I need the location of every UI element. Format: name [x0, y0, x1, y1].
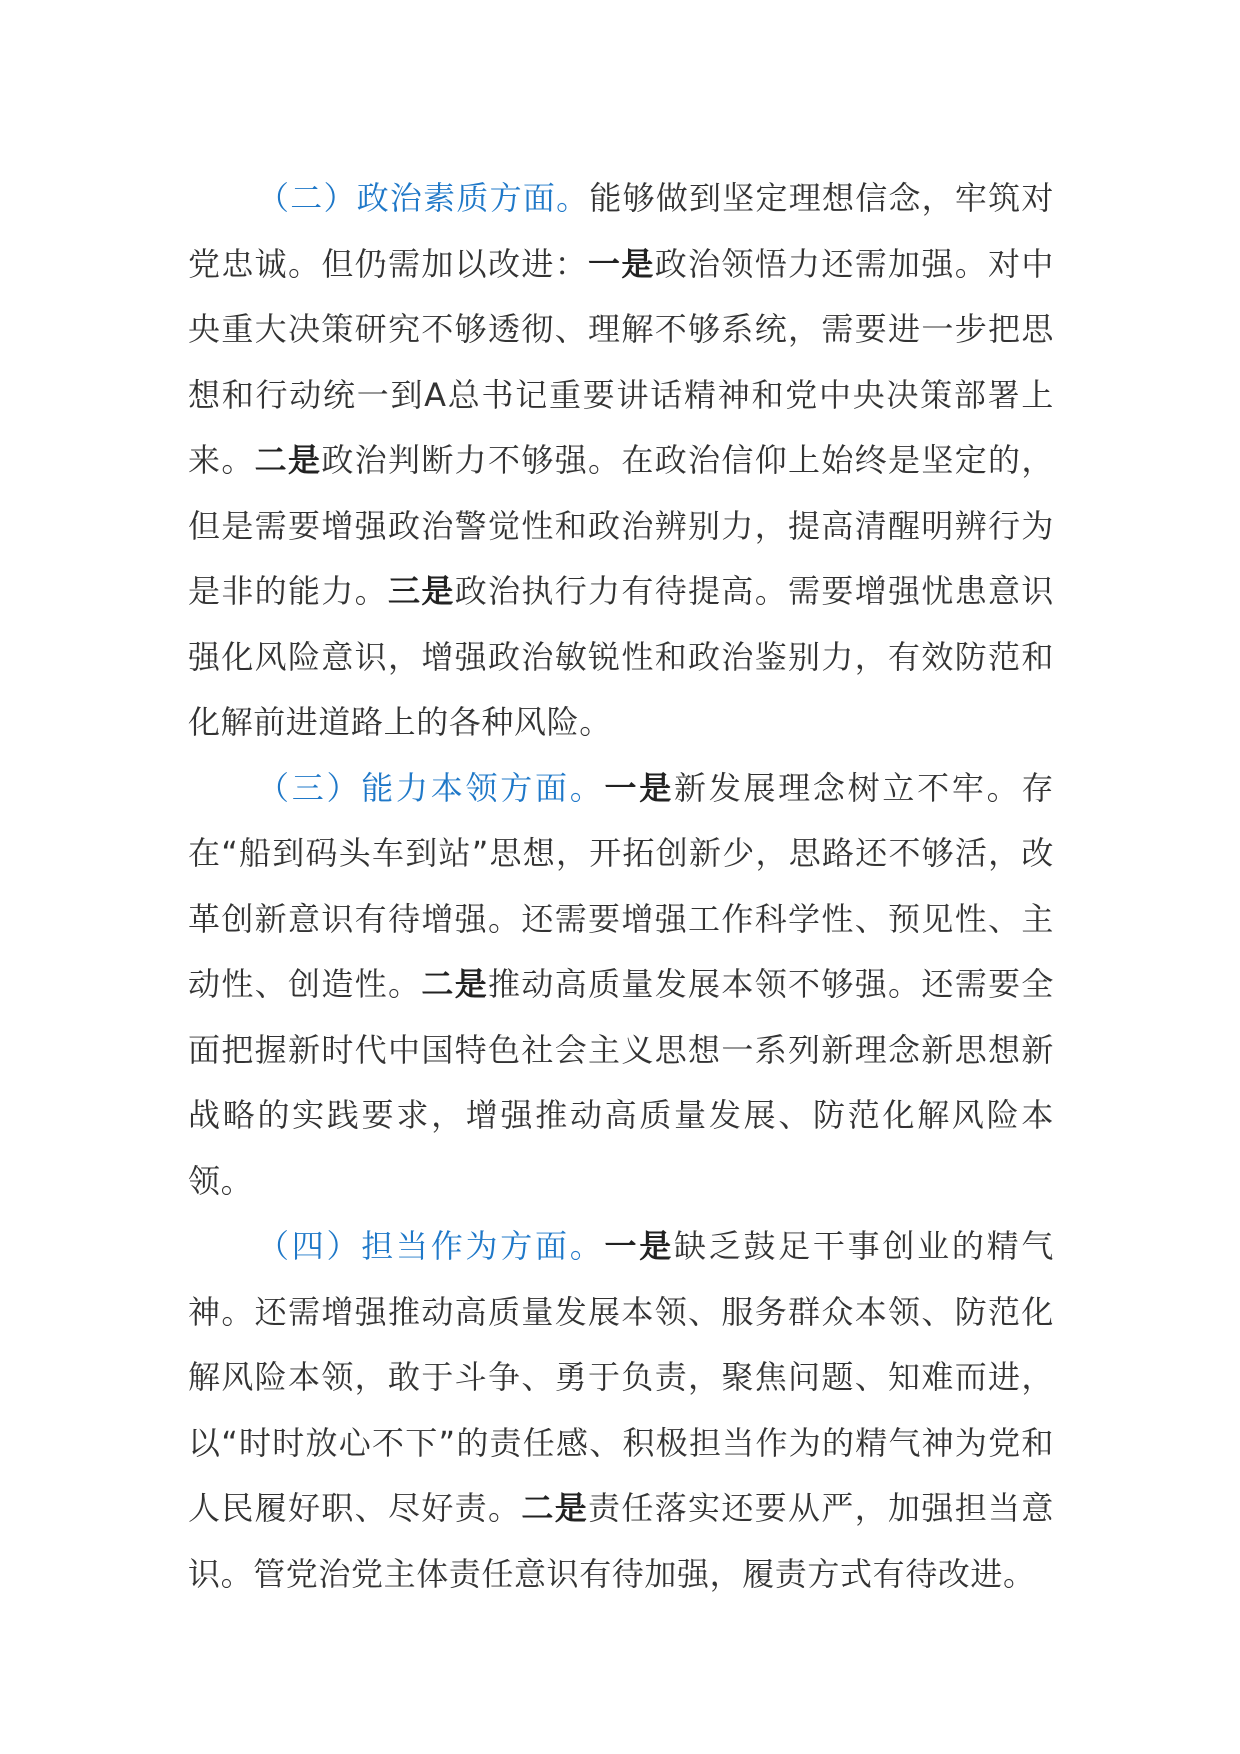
- paragraph-capability: [188, 756, 1054, 1215]
- section-heading: （二）政治素质方面。: [257, 179, 590, 217]
- body-text: [188, 166, 1054, 1607]
- paragraph-responsibility: [188, 1214, 1054, 1607]
- section-heading: （四）担当作为方面。: [257, 1227, 605, 1265]
- body-run: 政治执行力有待提高。需要增强忧患意识强化风险意识，增强政治敏锐性和政治鉴别力，有效防范和化解前进道路上的各种风险。: [188, 572, 1054, 741]
- emphasis-run: 一是: [604, 1227, 674, 1265]
- body-run: 责任落实还要从严，加强担当意识。管党治党主体责任意识有待加强，履责方式有待改进。: [188, 1489, 1054, 1593]
- emphasis-run: 二是: [521, 1489, 589, 1527]
- emphasis-run: 二是: [421, 965, 489, 1003]
- body-run: 能够做到坚定理想信念，牢筑对党忠诚。但仍需加以改进：: [188, 179, 1054, 283]
- body-run: 新发展理念树立不牢。存在“船到码头车到站”思想，开拓创新少，思路还不够活，改革创新意识有待增强。还需要增强工作科学性、预见性、主动性、创造性。: [188, 768, 1054, 1003]
- emphasis-run: 三是: [388, 572, 455, 610]
- body-run: 缺乏鼓足干事创业的精气神。还需增强推动高质量发展本领、服务群众本领、防范化解风险本领，敢于斗争、勇于负责，聚焦问题、知难而进，以“时时放心不下”的责任感、积极担当作为的精气神为党和人民履好职、尽好责。: [188, 1227, 1054, 1527]
- emphasis-run: 一是: [588, 244, 655, 283]
- section-heading: （三）能力本领方面。: [257, 768, 605, 807]
- body-run: 推动高质量发展本领不够强。还需要全面把握新时代中国特色社会主义思想一系列新理念新思想新战略的实践要求，增强推动高质量发展、防范化解风险本领。: [188, 965, 1055, 1200]
- emphasis-run: 二是: [254, 441, 322, 479]
- body-run: 政治判断力不够强。在政治信仰上始终是坚定的，但是需要增强政治警觉性和政治辨别力，提高清醒明辨行为是非的能力。: [188, 441, 1054, 610]
- paragraph-political-quality: [188, 166, 1054, 756]
- emphasis-run: 一是: [604, 768, 674, 807]
- body-run: 政治领悟力还需加强。对中央重大决策研究不够透彻、理解不够系统，需要进一步把思想和行动统一到A总书记重要讲话精神和党中央决策部署上来。: [188, 244, 1054, 479]
